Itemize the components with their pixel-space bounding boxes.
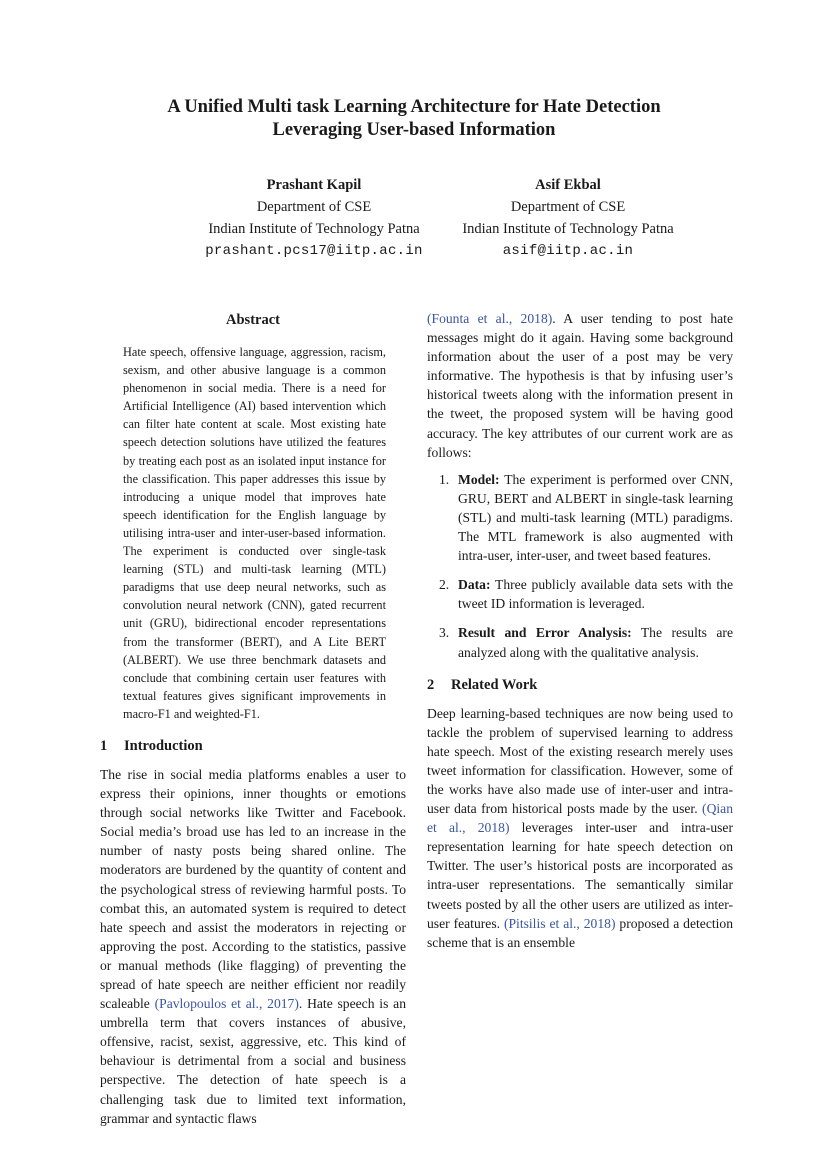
- citation-link[interactable]: (Pavlopoulos et al., 2017): [154, 996, 299, 1012]
- intro-text: The rise in social media platforms enables a user to express their opinions, inner thoughts or emotions through social networks like Twitter and Facebook. Social media’s broad use has led to an increase in the number of nasty posts being shared online. The moderators are burdened by the quantity of content and the psychological stress of reviewing harmful posts. To combat this, an automated system is required to detect hate speech and assist the moderators in rejecting or approving the post. According to the statistics, passive or manual methods (like flagging) of preventing the spread of hate speech are neither efficient nor readily scaleable: [100, 766, 406, 1012]
- list-item-text: The results are analyzed along with the qualitative analysis.: [458, 625, 733, 660]
- intro-paragraph-continued: [427, 309, 733, 462]
- citation-link[interactable]: (Founta et al., 2018): [427, 311, 553, 326]
- author-block-2: [438, 174, 698, 262]
- paper-title-line2: Leveraging User-based Information: [272, 120, 556, 140]
- related-text: leverages inter-user and intra-user representation learning for hate speech detection on Twitter. The user’s historical posts are incorporated as intra-user representations. The semantically similar tweets posted by all the other users are utilized as inter-user features.: [427, 820, 733, 931]
- section-number: 1: [100, 737, 108, 754]
- related-text: proposed a detection scheme that is an ensemble: [427, 915, 733, 950]
- list-item-label: Data:: [458, 577, 491, 593]
- section-title: Introduction: [124, 737, 203, 754]
- list-item: [427, 470, 733, 565]
- author-institution: Indian Institute of Technology Patna: [462, 221, 674, 237]
- list-item-text: Three publicly available data sets with the tweet ID information is leveraged.: [458, 577, 733, 612]
- author-email[interactable]: prashant.pcs17@iitp.ac.in: [205, 243, 423, 259]
- author-department: Department of CSE: [510, 199, 626, 215]
- left-column: [100, 309, 406, 1128]
- list-item-label: Model:: [458, 471, 500, 487]
- abstract-text: Hate speech, offensive language, aggression, racism, sexism, and other abusive language is a common phenomenon in social media. There is a need for Artificial Intelligence (AI) based intervention which can filter hate content at scale. Most existing hate speech detection solutions have utilized the features by treating each post as an isolated input instance for the classification. This paper addresses this issue by introducing a unique model that improves hate speech identification for the English language by utilising intra-user and inter-user-based information. The experiment is conducted over single-task learning (STL) and multi-task learning (MTL) paradigms that use deep neural networks, such as convolution neural network (CNN), gated recurrent unit (GRU), bidirectional encoder representations from the transformer (BERT), and A Lite BERT (ALBERT). We use three benchmark datasets and conclude that combining certain user features with textual features gives significant improvements in macro-F1 and weighted-F1.: [123, 345, 386, 721]
- contribution-list: [427, 470, 733, 662]
- related-text: Deep learning-based techniques are now being used to tackle the problem of supervised learning to address hate speech. Most of the existing research merely uses tweet information for classification. However, some of the works have also made use of inter-user and intra-user data from historical posts made by the user.: [427, 705, 733, 817]
- author-name: Asif Ekbal: [535, 177, 601, 193]
- author-name: Prashant Kapil: [266, 177, 362, 193]
- section-number: 2: [427, 676, 435, 693]
- list-item-index: 1.: [439, 471, 450, 487]
- intro-paragraph-1: [100, 765, 406, 1128]
- citation-link[interactable]: (Pitsilis et al., 2018): [503, 915, 616, 931]
- section-heading-introduction: [100, 735, 406, 757]
- intro-text: . Hate speech is an umbrella term that covers instances of abusive, offensive, racist, sexist, aggressive, etc. This kind of behaviour is detrimental from a social and business perspective. The detection of hate speech is a challenging task due to limited text information, grammar and syntactic flaws: [100, 996, 406, 1126]
- paper-title-line1: A Unified Multi task Learning Architecture for Hate Detection: [167, 97, 661, 117]
- list-item-index: 2.: [439, 577, 450, 593]
- intro-text: . A user tending to post hate messages might do it again. Having some background information about the user of a post may be very informative. The hypothesis is that by infusing user’s historical tweets along with the information present in the tweet, the proposed system will be having good accuracy. The key attributes of our current work are as follows:: [427, 311, 733, 460]
- section-title: Related Work: [451, 676, 538, 693]
- abstract-heading: Abstract: [226, 312, 280, 328]
- related-work-paragraph: [427, 704, 733, 952]
- list-item-index: 3.: [439, 625, 450, 641]
- section-heading-related-work: [427, 674, 733, 696]
- list-item-label: Result and Error Analysis:: [458, 625, 632, 641]
- right-column: [427, 309, 733, 952]
- author-block-1: [184, 174, 444, 262]
- paper-title: [80, 96, 748, 142]
- author-institution: Indian Institute of Technology Patna: [208, 221, 420, 237]
- list-item: [427, 575, 733, 613]
- citation-link[interactable]: (Qian et al., 2018): [427, 801, 733, 836]
- list-item-text: The experiment is performed over CNN, GRU, BERT and ALBERT in single-task learning (STL) and multi-task learning (MTL) paradigms. The MTL framework is also augmented with intra-user, inter-user, and tweet based features.: [458, 471, 733, 564]
- author-email[interactable]: asif@iitp.ac.in: [502, 243, 634, 259]
- list-item: [427, 623, 733, 661]
- author-department: Department of CSE: [256, 199, 372, 215]
